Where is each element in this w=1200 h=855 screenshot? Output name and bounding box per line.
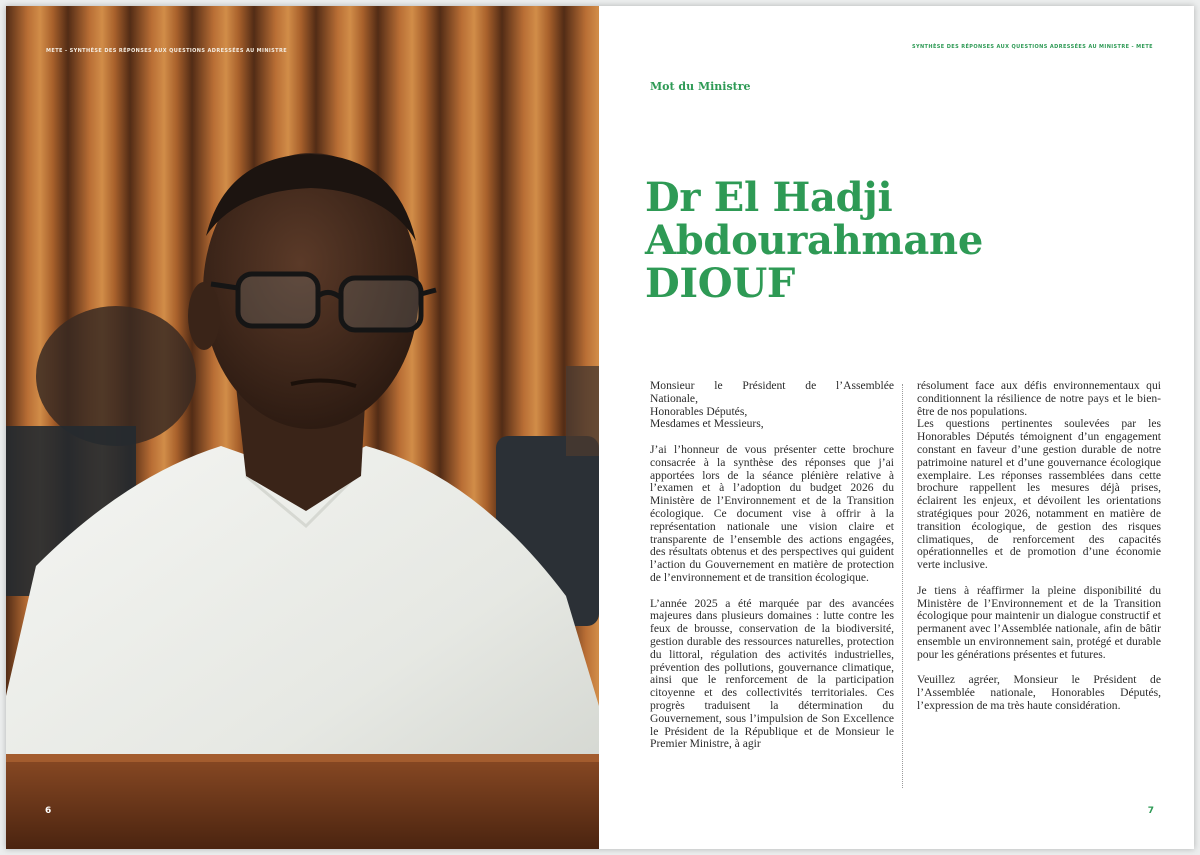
text-column-right <box>917 380 1161 713</box>
name-line: Abdourahmane <box>645 217 983 264</box>
right-page <box>599 6 1194 849</box>
greeting-line: Honorables Députés, <box>650 404 748 418</box>
paragraph: résolument face aux défis environnementaux qui conditionnent la résilience de notre pays et le bien-être de nos populations. <box>917 379 1161 418</box>
name-line: Dr El Hadji <box>645 174 893 221</box>
text-column-left <box>650 380 894 751</box>
right-running-head: SYNTHÈSE DES RÉPONSES AUX QUESTIONS ADRESSÉES AU MINISTRE - METE <box>911 44 1153 50</box>
greeting-line: Nationale, <box>650 391 698 405</box>
left-page-number: 6 <box>45 806 52 816</box>
brochure-spread <box>6 6 1194 849</box>
paragraph: Les questions pertinentes soulevées par les Honorables Députés témoignent d’un engagement constant en faveur d’une gestion durable de notre patrimoine naturel et d’une gouvernance écologique exemplaire. Les réponses rassemblées dans cette brochure rappellent les mesures déjà prises, éclairent les enjeux, et dévoilent les orientations stratégiques pour 2026, notamment en matière de transition écologique, de gestion des risques climatiques, de renforcement des capacités opérationnelles et de promotion d’une économie verte inclusive. <box>917 417 1161 572</box>
paragraph: J’ai l’honneur de vous présenter cette brochure consacrée à la synthèse des réponses que j’ai apportées lors de la séance plénière relative à l’examen et à l’adoption du budget 2026 du Ministère de l’Environnement et de la Transition écologique. Ce document vise à offrir à la représentation nationale une vision claire et transparente de l’ensemble des actions engagées, des résultats obtenus et des perspectives qui guident l’action du Gouvernement en matière de protection de l’environnement et de transition écologique. <box>650 442 894 584</box>
section-label: Mot du Ministre <box>650 80 751 93</box>
greeting <box>650 380 894 431</box>
greeting-line: Monsieur le Président de l’Assemblée <box>650 379 894 392</box>
greeting-line: Mesdames et Messieurs, <box>650 417 764 431</box>
left-page <box>6 6 599 849</box>
paragraph: L’année 2025 a été marquée par des avancées majeures dans plusieurs domaines : lutte contre les feux de brousse, conservation de la biodiversité, gestion durable des ressources naturelles, protection du littoral, régulation des activités industrielles, prévention des pollutions, gouvernance climatique, ainsi que le renforcement de la participation citoyenne et des collectivités territoriales. Ces progrès traduisent la détermination du Gouvernement, sous l’impulsion de Son Excellence le Président de la République et de Monsieur le Premier Ministre, à agir <box>650 596 894 751</box>
paragraph: Je tiens à réaffirmer la pleine disponibilité du Ministère de l’Environnement et de la Transition écologique pour maintenir un dialogue constructif et permanent avec l’Assemblée nationale, afin de bâtir ensemble un environnement sain, protégé et durable pour les générations présentes et futures. <box>917 583 1161 661</box>
right-page-number: 7 <box>1147 806 1154 816</box>
minister-name <box>645 176 1165 305</box>
paragraph: Veuillez agréer, Monsieur le Président de l’Assemblée nationale, Honorables Députés, l’expression de ma très haute considération. <box>917 673 1161 712</box>
left-running-head: METE - SYNTHÈSE DES RÉPONSES AUX QUESTIONS ADRESSÉES AU MINISTRE <box>46 48 288 54</box>
minister-photo <box>6 6 599 849</box>
column-divider <box>902 384 903 788</box>
name-line: DIOUF <box>645 260 796 307</box>
